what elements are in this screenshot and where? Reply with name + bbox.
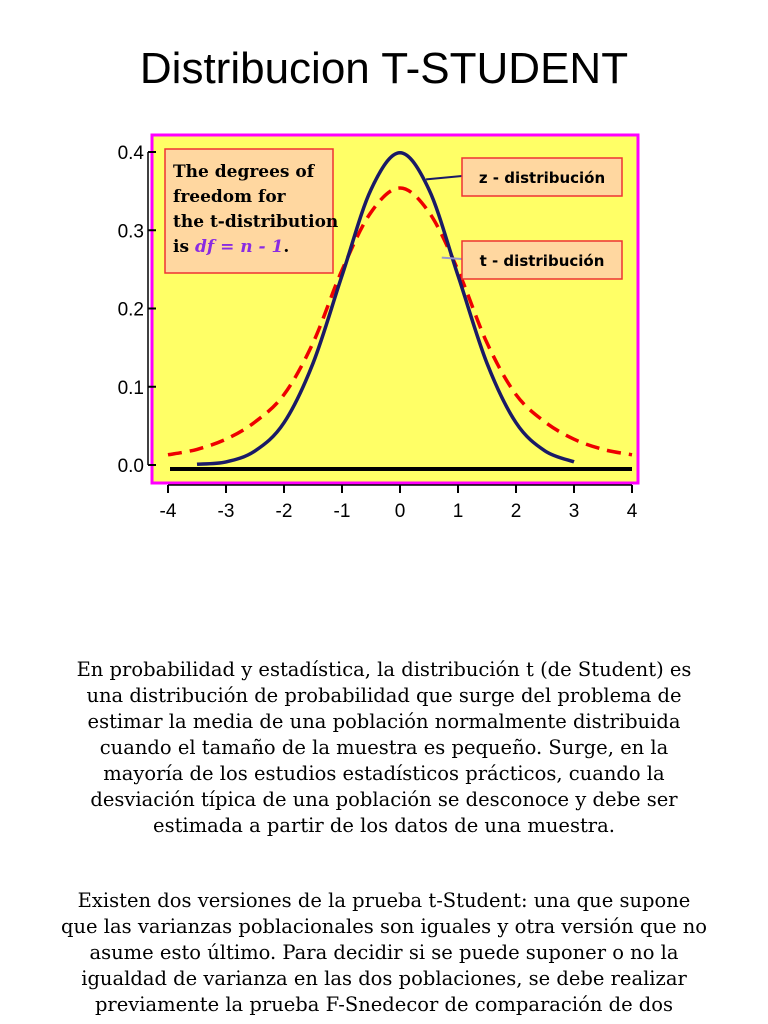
- y-tick-label: 0.4: [117, 143, 144, 164]
- paragraph-line: que las varianzas poblacionales son iguales y otra versión que no: [61, 915, 707, 938]
- page-title: Distribucion T-STUDENT: [139, 44, 629, 93]
- paragraph-versions: [40, 888, 728, 1018]
- x-tick-label: -1: [333, 501, 351, 522]
- annotation-line: The degrees of: [173, 162, 315, 182]
- x-tick-label: 1: [452, 501, 464, 522]
- paragraph-line: una distribución de probabilidad que surge del problema de: [86, 684, 682, 707]
- x-tick-label: 0: [394, 501, 406, 522]
- legend-t-label: t - distribución: [479, 252, 605, 270]
- paragraph-line: igualdad de varianza en las dos poblaciones, se debe realizar: [81, 967, 687, 990]
- annotation-line: the t-distribution: [173, 212, 339, 232]
- y-tick-label: 0.1: [117, 377, 144, 399]
- x-tick-label: -4: [159, 501, 177, 522]
- y-tick-label: 0.3: [117, 221, 144, 243]
- x-tick-label: 3: [568, 501, 580, 522]
- paragraph-line: cuando el tamaño de la muestra es pequeño. Surge, en la: [99, 736, 669, 759]
- legend-z-label: z - distribución: [478, 169, 606, 187]
- y-tick-label: 0.2: [117, 299, 144, 321]
- paragraph-line: Existen dos versiones de la prueba t-Student: una que supone: [77, 889, 691, 912]
- x-tick-label: -3: [217, 501, 235, 522]
- x-tick-label: 2: [510, 501, 522, 522]
- paragraph-line: En probabilidad y estadística, la distribución t (de Student) es: [76, 658, 692, 681]
- t-distribution-chart: [100, 125, 660, 535]
- annotation-suffix: .: [283, 237, 290, 257]
- annotation-line: freedom for: [173, 187, 286, 207]
- paragraph-line: previamente la prueba F-Snedecor de comparación de dos: [94, 993, 674, 1016]
- paragraph-line: desviación típica de una población se desconoce y debe ser: [90, 788, 678, 811]
- annotation-formula-line: [173, 237, 289, 257]
- paragraph-line: mayoría de los estudios estadísticos prácticos, cuando la: [103, 762, 665, 785]
- paragraph-line: estimada a partir de los datos de una muestra.: [153, 814, 615, 837]
- annotation-formula: df = n - 1: [194, 237, 284, 257]
- paragraph-definition: [40, 657, 728, 839]
- y-tick-label: 0.0: [117, 456, 144, 477]
- x-tick-label: 4: [626, 501, 638, 522]
- x-tick-label: -2: [275, 501, 293, 522]
- legend-t-pointer: [442, 258, 462, 259]
- paragraph-line: estimar la media de una población normalmente distribuida: [87, 710, 681, 733]
- chart-svg: [100, 125, 660, 535]
- annotation-prefix: is: [173, 237, 195, 257]
- paragraph-line: asume esto último. Para decidir si se puede suponer o no la: [89, 941, 679, 964]
